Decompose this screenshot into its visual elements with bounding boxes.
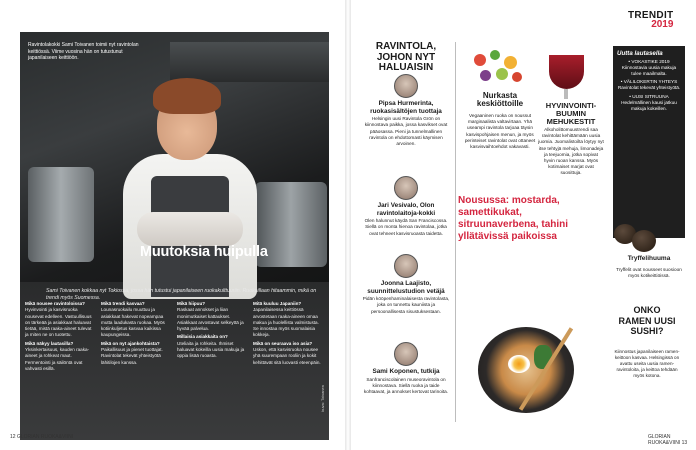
ramen-body: Kiinnostus japanilaiseen ramen-keittoon kasvaa. Helsingissä on avattu useita uusia ramen-ravintoloita, ja keittoa tehdään myös kotona. bbox=[614, 349, 680, 378]
magazine-name: GLORIAN RUOKA&VIINI bbox=[16, 434, 74, 440]
body-answer: Hyvinvointi ja kasvisruoka nousevat edelleen. Vastuullisuus on tärkeää ja asiakkaat haluavat tietää, mistä raaka-aineet tulevat ja miten ne on tuotettu. bbox=[25, 307, 92, 338]
pot-left bbox=[28, 167, 94, 262]
body-column-4 bbox=[253, 299, 323, 366]
juice-body: Alkoholittomuustrendi saa ravintolat kehittämään uusia juomia. Juomalistoilta löytyy nyt itse tehtyjä mehuja, limonadeja ja teejuomia, jotka sopivat hyvin ruoan kanssa. Myös kotimaiset marjat ovat suosittuja. bbox=[538, 127, 604, 176]
body-question: Mitä kuuluu Japaniin? bbox=[253, 301, 302, 306]
body-answer: Yksinkertaisuus, kauden raaka-aineet ja rohkeat maut. Fermentointi ja säilöntä ovat vahvasti esillä. bbox=[25, 347, 90, 371]
body-answer: Uteliaita ja rohkeita. Ihmiset haluavat kokeilla uusia makuja ja oppia lisää ruoasta. bbox=[177, 340, 245, 359]
chef-figure bbox=[115, 72, 265, 297]
juice-glass-photo bbox=[549, 55, 584, 99]
body-answer: Raskaat annokset ja liian monimutkaiset kattaukset. Asiakkaat arvostavat selkeyttä ja hyvää palvelua. bbox=[177, 307, 244, 332]
body-question: Mikä näkyy lautasilla? bbox=[25, 340, 74, 346]
sidebar-item: • VOKASTIKE 2019 Kiinnostavia uusia makuja tulee maailmalta. bbox=[621, 59, 677, 76]
person-text: Sanfranciscolainen museoravintola on kiinnostava. Siellä ruoka ja taide kohtaavat, ja annokset kertovat tarinoita. bbox=[363, 376, 449, 394]
vegan-headline: Nurkasta keskiöttoille bbox=[476, 91, 524, 109]
section-title bbox=[628, 10, 673, 30]
folio-left bbox=[10, 434, 73, 440]
person-card bbox=[362, 254, 450, 315]
column-divider bbox=[455, 42, 456, 422]
truffle-headline: Tryffelihuuma bbox=[627, 255, 671, 262]
person-name: Jari Vesivalo, Olon ravintolaitoja-kokki bbox=[376, 202, 436, 217]
article-body bbox=[25, 299, 325, 419]
person-text: Pidän kööpenhaminalaisesta ravintolasta, joka on tunnettu kauniista ja persoonallisesta sisustuksestaan. bbox=[362, 296, 450, 314]
person-avatar bbox=[394, 342, 418, 366]
body-question: Mikä on seuraava iso asia? bbox=[253, 340, 313, 346]
magazine-name: GLORIAN RUOKA&VIINI bbox=[648, 434, 681, 446]
body-question: Millaisia asiakkaita on? bbox=[177, 334, 228, 340]
ramen-headline: ONKO RAMEN UUSI SUSHI? bbox=[618, 305, 676, 336]
person-text: Helsingin uusi Ravintola Grön on kiinnostava paikka, jossa kasvikset ovat pääosassa. Pieni ja tunnelmallinen ravintola on ehdottomasti käymisen arvoinen. bbox=[364, 116, 448, 146]
restaurant-headline: RAVINTOLA, JOHON NYT HALUAISIN bbox=[375, 41, 437, 73]
body-answer: Lounasruokailu muuttuu ja asiakkaat hakevat nopeampaa mutta laadukasta ruokaa. Myös kotiinkuljetus kasvaa kaikissa kaupungeissa. bbox=[101, 307, 165, 338]
person-name: Pipsa Hurmerinta, ruokasisältöjen tuottaja bbox=[370, 100, 442, 115]
person-card bbox=[362, 342, 450, 395]
juice-headline: HYVINVOINTI-BUUMIN MEHUKESTIT bbox=[545, 101, 597, 126]
body-answer: Paikallisuus ja pienet tuottajat. Ravintolat tekevät yhteistyötä lähitilojen kanssa. bbox=[101, 347, 163, 365]
body-column-3 bbox=[177, 299, 247, 360]
truffle-photo bbox=[612, 218, 660, 256]
vegetables-photo bbox=[470, 50, 530, 90]
body-column-2 bbox=[101, 299, 171, 366]
article-lead: Sami Toivanen kokkaa nyt Tokiossa, jossa hän tutustui japanilaiseen ruokakulttuuriin. Ruokaillaan hitaammin, mikä on trendi myös Suomessa. bbox=[46, 288, 317, 301]
page-number: 13 bbox=[681, 440, 688, 446]
person-avatar bbox=[394, 74, 418, 98]
trend-sidebar bbox=[613, 46, 685, 238]
person-card bbox=[362, 176, 450, 237]
sidebar-item: • UUSI SITRUUNA Hedelmällinen kausi jatkuu makuja kokeillen. bbox=[621, 93, 677, 111]
section-title-line2: 2019 bbox=[651, 19, 674, 30]
spread-gutter bbox=[345, 0, 351, 450]
body-question: Mikä hiipuu? bbox=[177, 301, 206, 306]
body-question: Mikä on nyt ajankohtaista? bbox=[101, 340, 160, 346]
person-name: Sami Koponen, tutkija bbox=[372, 368, 440, 375]
article-title: Muutoksia huipulla bbox=[140, 244, 268, 260]
person-avatar bbox=[394, 176, 418, 200]
body-question: Mikä trendi kasvaa? bbox=[101, 301, 145, 306]
body-answer: Uskon, että kasvisruoka nousee yhä suurempaan rooliin ja kokit kehittävät sitä luovasti eteenpäin. bbox=[253, 347, 321, 365]
pull-quote: Nousussa: mostarda, samettikukat, sitruunaverbena, tahini yllätävissä paikoissa bbox=[458, 195, 569, 242]
photo-caption: Ravintolakokki Sami Toivanen toimii nyt ravintolan keittiössä. Viime vuosina hän on tutustunut japanilaiseen keittiöön. bbox=[28, 42, 139, 61]
page-number: 12 bbox=[10, 434, 16, 440]
person-card bbox=[362, 74, 450, 147]
person-avatar bbox=[394, 254, 418, 278]
vegan-body: Vegaaninen ruoka on noussut marginaalista valtavirtaan. Yhä useampi ravintola tarjoaa täysin kasvispohjaisen menun, ja myös perinteiset ravintolat ovat ottaneet kasvisvaihtoehdot vakavasti. bbox=[464, 113, 536, 150]
ramen-photo bbox=[474, 321, 588, 417]
sidebar-item: • VÄLILOKERTIN YHTEYS Ravintolat tekevät yhteistyötä. bbox=[617, 79, 681, 91]
person-text: Olen halunnut käydä San Franciscossa. Siellä on monta hienoa ravintolaa, jotka ovat tehneet kasvisruoasta taidetta. bbox=[364, 218, 448, 236]
folio-right bbox=[648, 434, 696, 446]
sidebar-title: Uutta lautasella bbox=[617, 50, 663, 57]
body-column-1 bbox=[25, 299, 95, 372]
truffle-body: Tryffelit ovat nousseet suosioon myös kotikeittiöissä. bbox=[616, 267, 682, 279]
body-question: Mikä nousee ravintoloissa? bbox=[25, 301, 85, 306]
photo-credit: kuva: Toivanen bbox=[320, 385, 325, 412]
body-answer: Japanilaisessa keittiössä arvostetaan raaka-aineen omaa makua ja huolellista valmistusta. Se innostaa myös suomalaisia kokkeja. bbox=[253, 307, 319, 338]
person-name: Joonna Laajisto, suunnittelustudion vetäjä bbox=[367, 280, 445, 295]
section-title-line1: TRENDIT bbox=[628, 10, 674, 21]
